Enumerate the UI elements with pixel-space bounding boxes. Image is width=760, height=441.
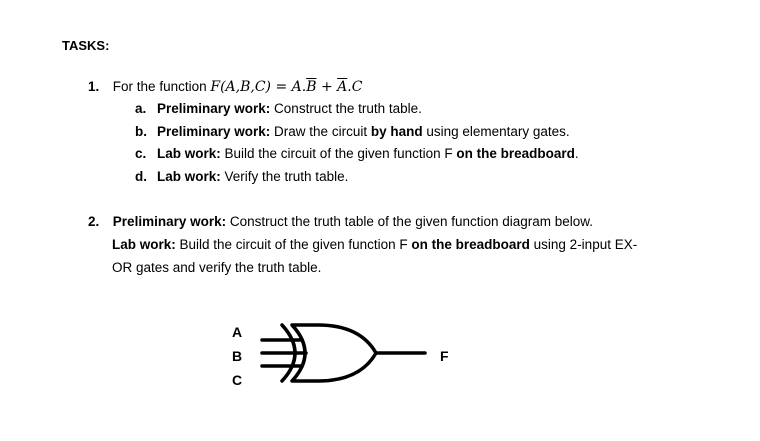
xor-gate-diagram (220, 308, 480, 398)
input-label-b: B (232, 348, 243, 364)
task-2-line3: OR gates and verify the truth table. (112, 260, 322, 275)
tasks-heading: TASKS: (62, 38, 110, 53)
task-2-line2: Lab work: Build the circuit of the given function F on the breadboard using 2-input EX- (112, 237, 638, 252)
a-complement: $\overline{A}$ (337, 79, 348, 95)
task-1b: b. Preliminary work: Draw the circuit by hand using elementary gates. (135, 124, 570, 139)
task-2-line1: 2. Preliminary work: Construct the truth table of the given function diagram below. (88, 214, 594, 229)
task-1-line (88, 79, 362, 95)
task-1d: d. Lab work: Verify the truth table. (135, 169, 349, 184)
task-1-intro: For the function (112, 79, 211, 94)
b-complement: $\overline{B}$ (306, 79, 317, 95)
output-label-f: F (440, 348, 449, 364)
task-1a: a. Preliminary work: Construct the truth table. (135, 101, 422, 116)
or-gate-body (292, 325, 376, 381)
input-label-c: C (232, 372, 243, 388)
input-label-a: A (232, 324, 243, 340)
task-2-number: 2. (88, 214, 100, 229)
task-1-formula: $F(A,B,C) = A.\overline{B} + \overline{A}.C$ (210, 79, 363, 95)
xor-gate-symbol (262, 325, 425, 381)
task-1-number: 1. (88, 79, 100, 94)
task-1c: c. Lab work: Build the circuit of the given function F on the breadboard. (135, 146, 579, 161)
